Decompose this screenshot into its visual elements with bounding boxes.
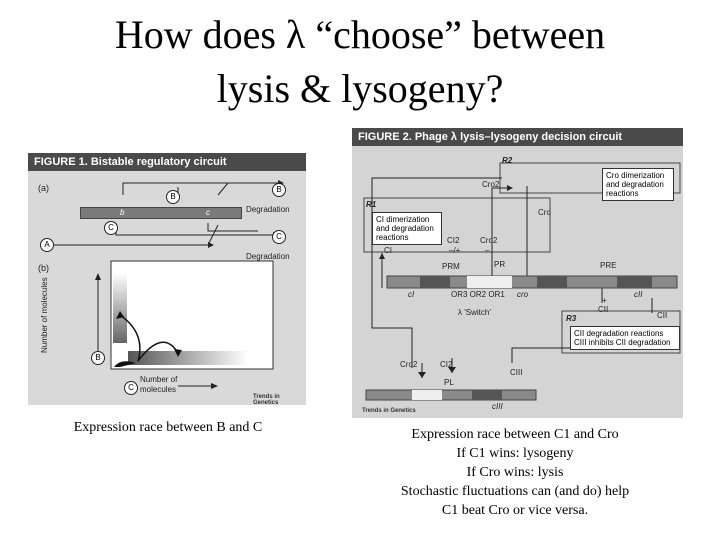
right-caption-line2: If C1 wins: lysogeny	[456, 446, 574, 461]
cii-degradation-line2: CIII inhibits CII degradation	[574, 338, 671, 347]
figure2-decision-circuit	[352, 128, 683, 418]
figure1-arrows	[28, 153, 306, 405]
pr-label: PR	[494, 260, 506, 269]
panel-a-label: (a)	[38, 183, 49, 193]
circle-c-right: C	[272, 230, 286, 244]
gene-c-label: c	[206, 208, 210, 217]
ci2-bottom-label: CI2	[440, 360, 453, 369]
cii-degradation-line1: CII degradation reactions	[574, 329, 664, 338]
circle-b-right: B	[272, 183, 286, 197]
pl-label: PL	[444, 378, 454, 387]
right-caption	[355, 425, 675, 520]
operators-label: OR3 OR2 OR1	[451, 290, 505, 299]
figure1-bistable-circuit	[28, 153, 306, 405]
gene-ci-label: cI	[408, 290, 415, 299]
gene-strip	[80, 207, 242, 219]
ci2-label: CI2	[447, 236, 460, 245]
cii-right-label: CII	[657, 311, 668, 320]
r1-label: R1	[366, 200, 377, 209]
r2-label: R2	[502, 156, 513, 165]
left-caption: Expression race between B and C	[73, 420, 263, 435]
right-caption-line4: Stochastic fluctuations can (and do) help	[400, 484, 630, 499]
prm-label: PRM	[442, 262, 460, 271]
ci-dimerization-box: CI dimerization and degradation reactions	[372, 212, 442, 245]
cro-dimerization-box: Cro dimerization and degradation reactions	[602, 168, 674, 201]
pre-label: PRE	[600, 261, 617, 270]
circle-c-axis: C	[124, 381, 138, 395]
r3-label: R3	[566, 314, 577, 323]
degradation-label-1: Degradation	[246, 205, 290, 214]
figure2-heading: FIGURE 2. Phage λ lysis–lysogeny decision circuit	[352, 128, 683, 146]
x-axis-label-line1: Number of	[140, 375, 178, 384]
cro2-bottom-label: Cro2	[400, 360, 418, 369]
cro2-top-label: Cro2	[482, 180, 500, 189]
cii-degradation-box	[570, 326, 680, 350]
right-caption-line3: If Cro wins: lysis	[466, 465, 564, 480]
circle-a: A	[40, 238, 54, 252]
degradation-label-2: Degradation	[246, 252, 290, 261]
figure1-heading: FIGURE 1. Bistable regulatory circuit	[28, 153, 306, 171]
cii-sign: +	[602, 296, 607, 305]
cro2-mid-label: Cro2	[480, 236, 498, 245]
cro2-mid-sign: –	[485, 246, 490, 255]
cii-label: CII	[598, 305, 609, 314]
gene-cii-label: cII	[634, 290, 643, 299]
right-caption-line1: Expression race between C1 and Cro	[411, 427, 619, 442]
y-axis-label: Number of molecules	[40, 277, 49, 353]
x-axis-label-line2: molecules	[140, 385, 177, 394]
ciii-label: CIII	[510, 368, 523, 377]
circle-c-left: C	[104, 221, 118, 235]
switch-label: λ 'Switch'	[458, 308, 491, 317]
right-caption-line5: C1 beat Cro or vice versa.	[441, 503, 589, 518]
circle-b-top: B	[166, 190, 180, 204]
slide-title-line2: lysis & lysogeny?	[216, 66, 504, 111]
cro-label: Cro	[538, 208, 551, 217]
ci2-sign: –/+	[449, 246, 461, 255]
figure1-source: Trends in Genetics	[253, 394, 280, 406]
figure2-source: Trends in Genetics	[362, 408, 416, 414]
slide-title-line1: How does λ “choose” between	[114, 12, 606, 57]
gene-b-label: b	[120, 208, 125, 217]
panel-b-label: (b)	[38, 263, 49, 273]
ci-label: CI	[384, 246, 392, 255]
circle-b-axis: B	[91, 351, 105, 365]
gene-cro-label: cro	[517, 290, 529, 299]
gene-ciii-label: cIII	[492, 402, 503, 411]
